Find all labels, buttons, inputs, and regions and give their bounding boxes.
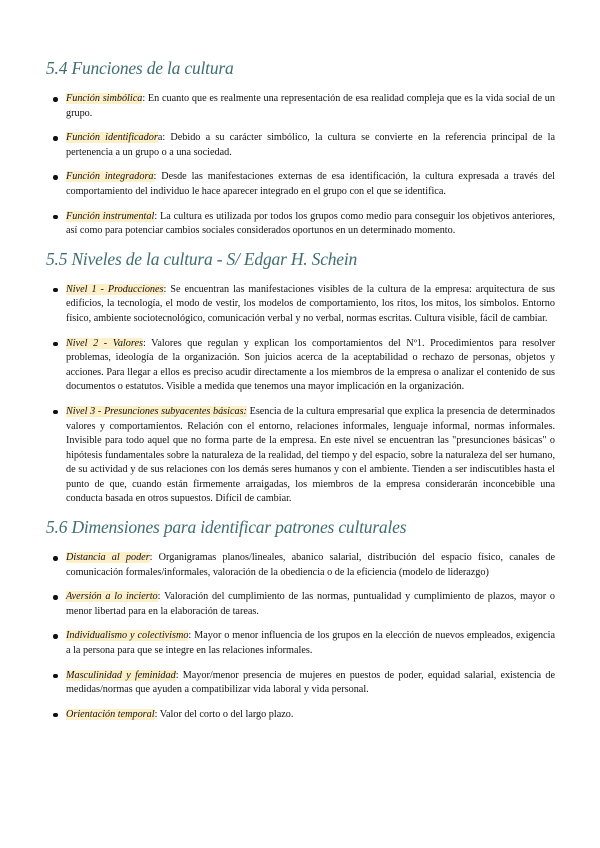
item-text: : Valoración del cumplimiento de las normas, puntualidad y cumplimiento de plazos, mayor o menor libertad para en la elaboración de tareas.: [66, 591, 555, 617]
list-item: [46, 283, 555, 327]
highlighted-term: Nivel 1 - Producciones: [66, 283, 164, 295]
list-item: [46, 551, 555, 580]
item-text: : La cultura es utilizada por todos los grupos como medio para conseguir los objetivos anteriores, así como para potenciar cambios sociales considerados oportunos en un determinado momento.: [66, 210, 555, 237]
list-item: [46, 210, 555, 239]
highlighted-term: Distancia al poder: [66, 552, 150, 564]
item-text: : Valores que regulan y explican los comportamientos del Nº1. Procedimientos para resolver problemas, ideología de la organización. Son juicios acerca de la aceptabilidad o rechazo de personas, objetos y acciones. Para llegar a ellos es preciso acudir directamente a los miembros de la empresa o analizar el contenido de sus documentos o estatutos. Visible a medida que tenemos una mayor implicación en la organización.: [66, 337, 555, 393]
item-text: : Se encuentran las manifestaciones visibles de la cultura de la empresa: arquitectura de sus edificios, la tecnología, el modo de vestir, los modelos de comportamiento, los ritos, los mitos, los símbolos. Entorno físico, ambiente sociotecnológico, comunicación verbal y no verbal, normas escritas. Cultura visible, fácil de cambiar.: [66, 283, 555, 324]
bullet-icon: [53, 215, 58, 220]
list-item: [46, 337, 555, 395]
highlighted-term: Orientación temporal: [66, 708, 155, 720]
item-text: : Mayor/menor presencia de mujeres en puestos de poder, equidad salarial, existencia de medidas/normas que ayuden a compatibilizar vida laboral y vida personal.: [66, 669, 555, 696]
item-text: : Debido a su carácter simbólico, la cultura se convierte en la referencia principal de la pertenencia a un grupo o a una sociedad.: [66, 132, 555, 158]
bullet-icon: [53, 713, 58, 718]
highlighted-term: Nivel 3 - Presunciones subyacentes básicas:: [66, 405, 247, 417]
section-heading: 5.6 Dimensiones para identificar patrones culturales: [46, 517, 407, 538]
section-heading: 5.4 Funciones de la cultura: [46, 58, 234, 78]
highlighted-term: Función instrumental: [66, 210, 155, 222]
bullet-icon: [53, 595, 58, 600]
item-text: : Mayor o menor influencia de los grupos en la elección de nuevos empleados, exigencia a la persona para que se integre en las relaciones informales.: [66, 630, 555, 657]
item-text: : Organigramas planos/lineales, abanico salarial, distribución del espacio físico, canales de comunicación formales/informales, valoración de la obediencia o de la eficiencia (modelo de liderazgo): [66, 552, 555, 578]
highlighted-term: Función simbólica: [66, 93, 143, 104]
highlighted-term: Individualismo y colectivismo: [66, 630, 189, 642]
highlighted-term: Masculinidad y feminidad: [66, 669, 176, 681]
document-page: [46, 58, 555, 732]
section-6: [46, 517, 555, 722]
list-item: [46, 708, 555, 723]
bullet-icon: [53, 136, 58, 141]
item-text: : En cuanto que es realmente una representación de esa realidad compleja que es la vida social de un grupo.: [66, 93, 555, 119]
item-text: Esencia de la cultura empresarial que explica la presencia de determinados valores y comportamientos. Relación con el entorno, relaciones informales, lenguaje informal, normas informales. Invisible para todo aquel que no forma parte de la empresa. En este nivel se encuentran las "presunciones básicas" o hipótesis fundamentales sobre la naturaleza de la realidad, del tiempo y del espacio, sobre la naturaleza del ser humano, de su actividad y de sus relaciones con los demás seres humanos y con el ambiente. Tienden a ser indiscutibles hasta el punto de que, cuando están firmemente arraigadas, los miembros de la empresa considerarán inconcebible una conducta basada en otros supuestos. Difícil de cambiar.: [66, 405, 555, 505]
term-suffix: a: [157, 132, 163, 144]
list-item: [46, 92, 555, 121]
item-text: : Desde las manifestaciones externas de esa identificación, la cultura expresada a través del comportamiento del individuo le hace aparecer integrado en el grupo con el que se identifica.: [66, 171, 555, 197]
list-item: [46, 405, 555, 507]
bullet-list: [46, 283, 555, 507]
section-heading: 5.5 Niveles de la cultura - S/ Edgar H. Schein: [46, 248, 358, 269]
bullet-icon: [53, 556, 58, 561]
item-text: : Valor del corto o del largo plazo.: [154, 708, 294, 720]
bullet-list: [46, 551, 555, 722]
bullet-icon: [53, 634, 58, 639]
highlighted-term: Función identificador: [66, 132, 158, 144]
section-4: [46, 58, 555, 239]
bullet-icon: [53, 410, 58, 415]
bullet-icon: [53, 97, 58, 102]
section-5: [46, 249, 555, 507]
bullet-icon: [53, 175, 58, 180]
list-item: [46, 669, 555, 698]
list-item: [46, 170, 555, 199]
highlighted-term: Aversión a lo incierto: [66, 591, 158, 603]
bullet-icon: [53, 674, 58, 679]
list-item: [46, 131, 555, 160]
bullet-icon: [53, 342, 58, 347]
list-item: [46, 590, 555, 619]
list-item: [46, 629, 555, 658]
highlighted-term: Nivel 2 - Valores: [66, 337, 143, 349]
bullet-list: [46, 92, 555, 239]
bullet-icon: [53, 288, 58, 293]
highlighted-term: Función integradora: [66, 171, 154, 183]
